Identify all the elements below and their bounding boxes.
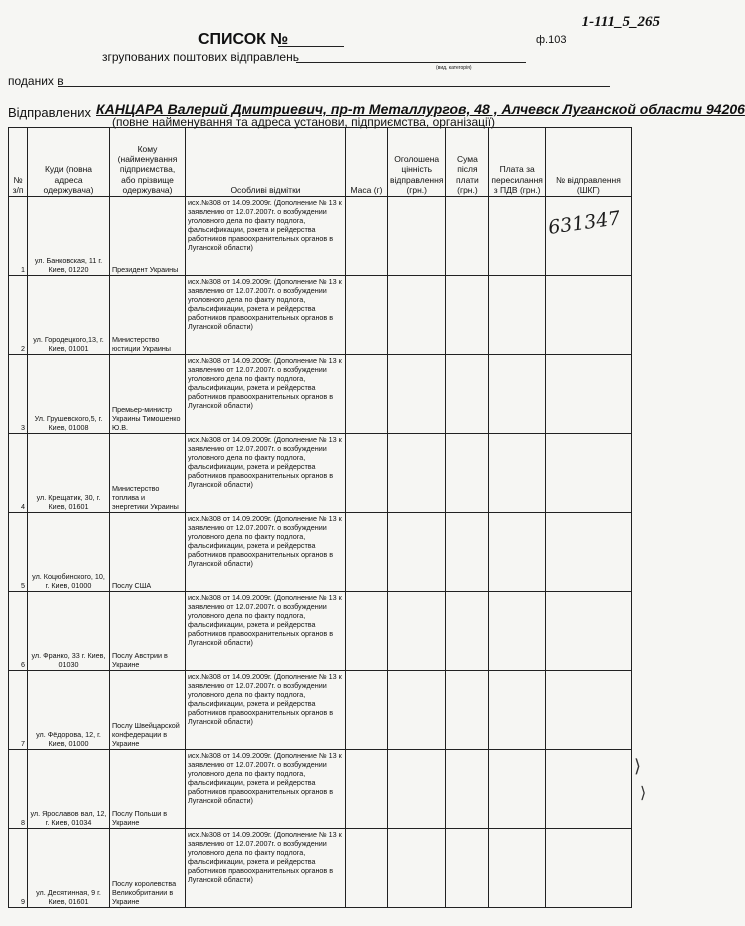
table-row [9, 592, 632, 671]
row-address: ул. Крещатик, 30, г. Киев, 01601 [28, 434, 110, 513]
row-value [388, 355, 446, 434]
row-value [388, 671, 446, 750]
row-number: 8 [9, 750, 28, 829]
submitted-line [58, 86, 610, 87]
row-shipment-number [545, 671, 631, 750]
row-value [388, 513, 446, 592]
row-shipment-number [545, 355, 631, 434]
shipments-table [8, 127, 632, 908]
submitted-label: поданих в [8, 74, 64, 88]
table-row [9, 513, 632, 592]
col-mass: Маса (г) [346, 128, 388, 197]
row-address: ул. Десятинная, 9 г. Киев, 01601 [28, 829, 110, 908]
table-row [9, 276, 632, 355]
row-sum [446, 671, 489, 750]
row-number: 5 [9, 513, 28, 592]
row-number: 2 [9, 276, 28, 355]
row-fee [489, 355, 545, 434]
row-mass [346, 750, 388, 829]
row-number: 7 [9, 671, 28, 750]
row-remark: исх.№308 от 14.09.2009г. (Дополнение № 13 к заявлению от 12.07.2007г. о возбуждении уголовного дела по факту подлога, фальсификации, рэкета и рейдерства работников правоохранительных органов в Луганской области) [186, 750, 346, 829]
row-remark: исх.№308 от 14.09.2009г. (Дополнение № 13 к заявлению от 12.07.2007г. о возбуждении уголовного дела по факту подлога, фальсификации, рэкета и рейдерства работников правоохранительных органов в Луганской области) [186, 276, 346, 355]
subtitle-line [296, 62, 526, 63]
row-recipient: Послу Польши в Украине [110, 750, 186, 829]
col-remarks: Особливі відмітки [186, 128, 346, 197]
row-remark: исх.№308 от 14.09.2009г. (Дополнение № 13 к заявлению от 12.07.2007г. о возбуждении уголовного дела по факту подлога, фальсификации, рэкета и рейдерства работников правоохранительных органов в Луганской области) [186, 197, 346, 276]
row-fee [489, 197, 545, 276]
row-address: Ул. Грушевского,5, г. Киев, 01008 [28, 355, 110, 434]
row-number: 3 [9, 355, 28, 434]
row-sum [446, 592, 489, 671]
table-row [9, 750, 632, 829]
row-remark: исх.№308 от 14.09.2009г. (Дополнение № 13 к заявлению от 12.07.2007г. о возбуждении уголовного дела по факту подлога, фальсификации, рэкета и рейдерства работников правоохранительных органов в Луганской области) [186, 513, 346, 592]
list-subtitle: згрупованих поштових відправлень [102, 50, 299, 64]
row-sum [446, 197, 489, 276]
pen-mark-icon: ⟩ [634, 756, 642, 776]
row-mass [346, 671, 388, 750]
row-value [388, 750, 446, 829]
row-remark: исх.№308 от 14.09.2009г. (Дополнение № 13 к заявлению от 12.07.2007г. о возбуждении уголовного дела по факту подлога, фальсификации, рэкета и рейдерства работников правоохранительных органов в Луганской области) [186, 829, 346, 908]
row-recipient: Послу королевства Великобритании в Украине [110, 829, 186, 908]
row-mass [346, 513, 388, 592]
row-mass [346, 592, 388, 671]
row-recipient: Премьер-министр Украины Тимошенко Ю.В. [110, 355, 186, 434]
row-shipment-number [545, 276, 631, 355]
row-value [388, 276, 446, 355]
row-value [388, 434, 446, 513]
row-fee [489, 750, 545, 829]
row-recipient: Послу Австрии в Украине [110, 592, 186, 671]
row-sum [446, 276, 489, 355]
sender-note: (повне найменування та адреса установи, підприємства, організації) [112, 115, 496, 129]
row-sum [446, 355, 489, 434]
row-address: ул. Банковская, 11 г. Киев, 01220 [28, 197, 110, 276]
row-recipient: Послу США [110, 513, 186, 592]
row-mass [346, 829, 388, 908]
kind-note: (вид, категорія) [436, 65, 472, 71]
row-number: 1 [9, 197, 28, 276]
row-recipient: Послу Швейцарской конфедерации в Украине [110, 671, 186, 750]
list-title: СПИСОК № [198, 31, 289, 48]
row-address: ул. Коцюбинского, 10, г. Киев, 01000 [28, 513, 110, 592]
table-header [9, 128, 632, 197]
table-row [9, 829, 632, 908]
pen-mark-icon: ⟩ [640, 785, 647, 802]
table-row [9, 355, 632, 434]
row-mass [346, 355, 388, 434]
table-row [9, 434, 632, 513]
row-fee [489, 276, 545, 355]
row-fee [489, 513, 545, 592]
row-value [388, 197, 446, 276]
row-recipient: Президент Украины [110, 197, 186, 276]
row-shipment-number [545, 829, 631, 908]
sender-address: КАНЦАРА Валерий Дмитриевич, пр-т Металлургов, 48 , Алчевск Луганской области 94206 [96, 101, 745, 117]
row-fee [489, 592, 545, 671]
row-remark: исх.№308 от 14.09.2009г. (Дополнение № 13 к заявлению от 12.07.2007г. о возбуждении уголовного дела по факту подлога, фальсификации, рэкета и рейдерства работников правоохранительных органов в Луганской области) [186, 671, 346, 750]
document-id: 1-111_5_265 [581, 14, 660, 30]
row-value [388, 829, 446, 908]
row-address: ул. Фёдорова, 12, г. Киев, 01000 [28, 671, 110, 750]
row-shipment-number [545, 434, 631, 513]
row-mass [346, 276, 388, 355]
title-number-line [278, 46, 344, 47]
row-remark: исх.№308 от 14.09.2009г. (Дополнение № 13 к заявлению от 12.07.2007г. о возбуждении уголовного дела по факту подлога, фальсификации, рэкета и рейдерства работников правоохранительных органов в Луганской области) [186, 592, 346, 671]
col-fee: Плата за пересилання з ПДВ (грн.) [489, 128, 545, 197]
row-shipment-number [545, 592, 631, 671]
col-sum: Сума після плати (грн.) [446, 128, 489, 197]
handwritten-shipment-number: 631347 [546, 207, 622, 239]
row-sum [446, 750, 489, 829]
row-address: ул. Ярославов вал, 12, г. Киев, 01034 [28, 750, 110, 829]
row-address: ул. Городецкого,13, г. Киев, 01001 [28, 276, 110, 355]
sender-label: Відправлених [8, 105, 92, 120]
row-mass [346, 434, 388, 513]
row-sum [446, 829, 489, 908]
row-number: 9 [9, 829, 28, 908]
row-recipient: Министерство топлива и энергетики Украины [110, 434, 186, 513]
col-number: № з/п [9, 128, 28, 197]
row-sum [446, 513, 489, 592]
row-fee [489, 671, 545, 750]
row-value [388, 592, 446, 671]
row-fee [489, 434, 545, 513]
row-number: 6 [9, 592, 28, 671]
table-row [9, 197, 632, 276]
table-row [9, 671, 632, 750]
col-recipient: Кому (найменування підприємства, або прізвище одержувача) [110, 128, 186, 197]
row-recipient: Министерство юстиции Украины [110, 276, 186, 355]
row-fee [489, 829, 545, 908]
row-mass [346, 197, 388, 276]
form-code: ф.103 [536, 34, 567, 46]
col-shipment-number: № відправлення (ШКГ) [545, 128, 631, 197]
col-declared-value: Оголошена цінність відправлення (грн.) [388, 128, 446, 197]
row-address: ул. Франко, 33 г. Киев, 01030 [28, 592, 110, 671]
row-remark: исх.№308 от 14.09.2009г. (Дополнение № 13 к заявлению от 12.07.2007г. о возбуждении уголовного дела по факту подлога, фальсификации, рэкета и рейдерства работников правоохранительных органов в Луганской области) [186, 355, 346, 434]
col-address: Куди (повна адреса одержувача) [28, 128, 110, 197]
row-number: 4 [9, 434, 28, 513]
row-shipment-number [545, 750, 631, 829]
row-sum [446, 434, 489, 513]
row-remark: исх.№308 от 14.09.2009г. (Дополнение № 13 к заявлению от 12.07.2007г. о возбуждении уголовного дела по факту подлога, фальсификации, рэкета и рейдерства работников правоохранительных органов в Луганской области) [186, 434, 346, 513]
row-shipment-number [545, 513, 631, 592]
